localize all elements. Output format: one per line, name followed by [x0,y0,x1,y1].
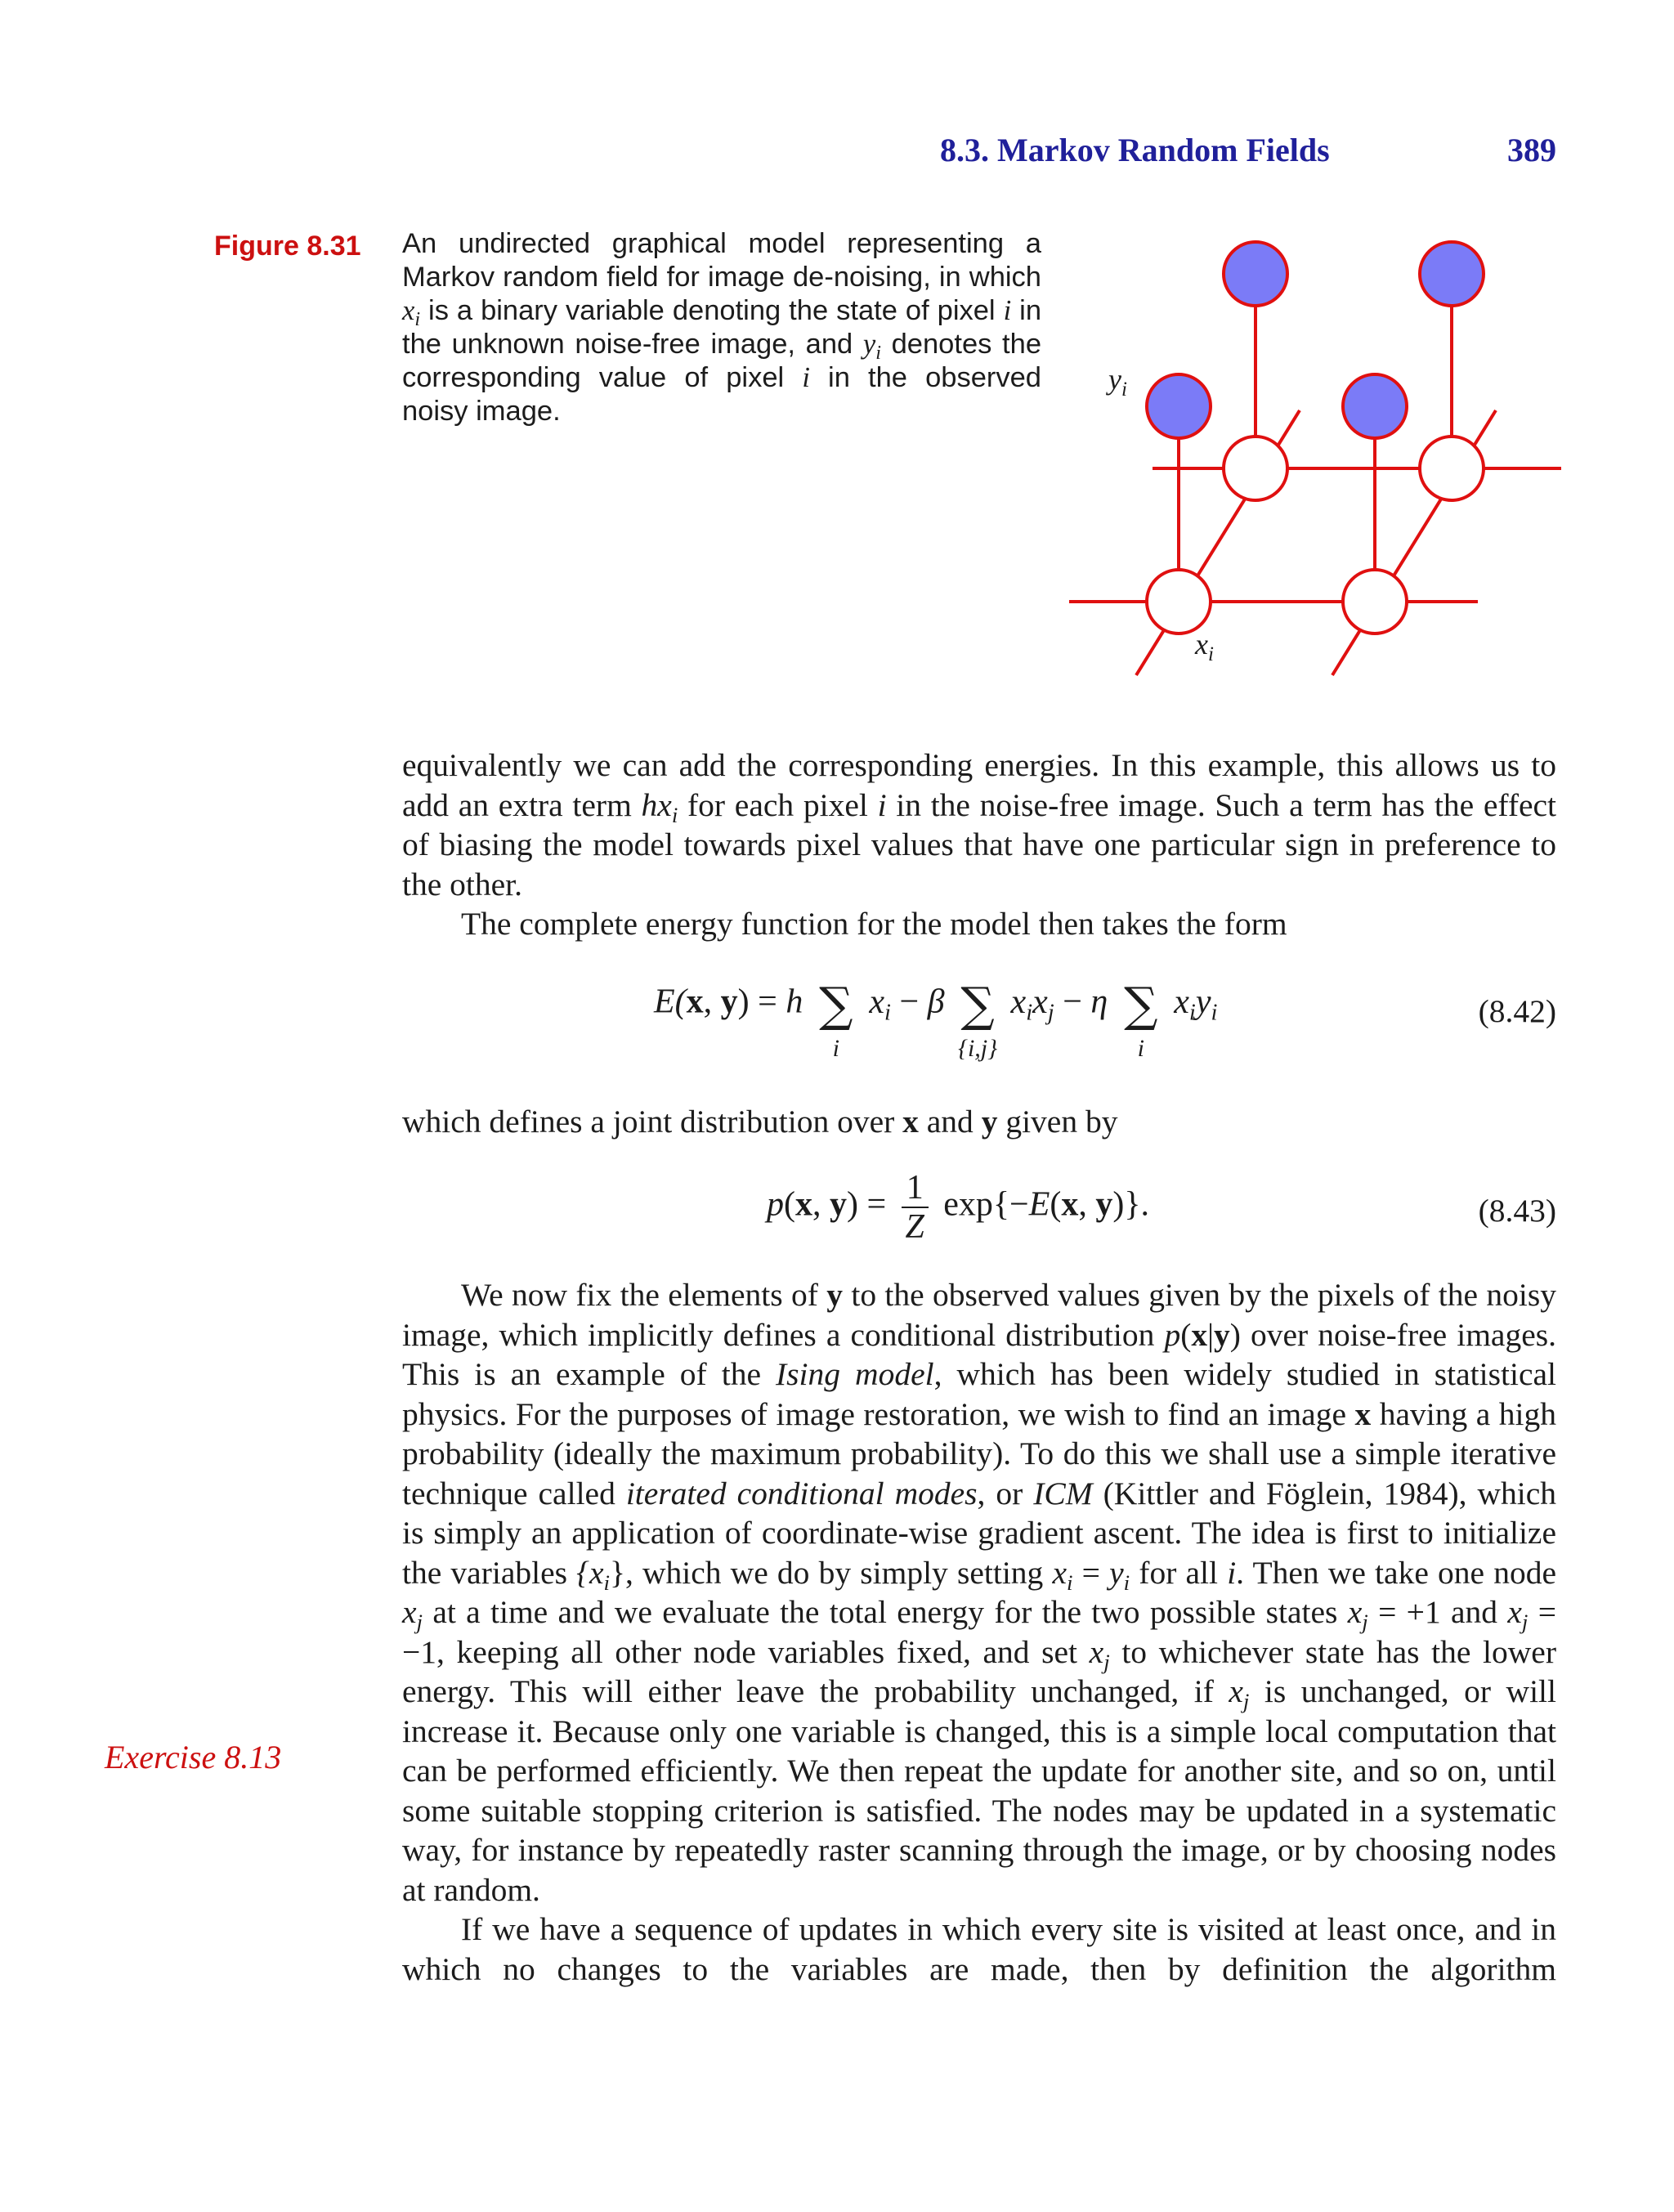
paragraph-joint-distribution: which defines a joint distribution over x and y given by [402,1104,1118,1140]
figure-caption: An undirected graphical model representing a Markov random field for image de-noising, in which $x_i$ is a binary variable denoting the state of pixel i in the unknown noise-free image, and $y_i$ denotes the corresponding value of pixel i in the observed noisy image. [402,228,1042,427]
equation-8-42: E(x, y) = h ∑ i $x_i - \beta$ ∑ {i,j} $x_ix_j - \eta$ ∑ i $x_iy_i$ [654,977,1218,1062]
observed-node-y-i [1147,374,1211,438]
sum-operator: ∑ i [1124,977,1158,1062]
page-number: 389 [1507,132,1556,168]
body-block-2 [402,1102,1556,1142]
latent-node-x-i [1147,570,1211,634]
figure-label: Figure 8.31 [214,231,361,262]
equation-number-8-42: (8.42) [1478,993,1556,1029]
observed-node-y [1343,374,1407,438]
exercise-reference[interactable]: Exercise 8.13 [105,1739,282,1775]
latent-node-x [1420,437,1484,500]
latent-node-x [1224,437,1287,500]
equation-number-8-43: (8.43) [1478,1193,1556,1229]
observed-node-y [1224,242,1287,306]
body-block-1 [402,746,1556,944]
section-title: 8.3. Markov Random Fields [940,132,1330,168]
paragraph-continuation: equivalently we can add the corresponding energies. In this example, this allows us to add an extra term $hx_i$ for each pixel i in the noise-free image. Such a term has the effect of biasing the model towards pixel values that have one particular sign in preference to the other. [402,747,1557,902]
paragraph-convergence: If we have a sequence of updates in which every site is visited at least once, and in which no changes to the variables are made, then by definition the algorithm [402,1911,1556,1987]
paragraph-icm: We now fix the elements of y to the observed values given by the pixels of the noisy image, which implicitly defines a conditional distribution p(x|y) over noise-free images. This is an example of the Ising model, which has been widely studied in statistical physics. For the purposes of image restoration, we wish to find an image x having a high probability (ideally the maximum probability). To do this we shall use a simple iterative technique called iterated conditional modes, or ICM (Kittler and Föglein, 1984), which is simply an application of coordinate-wise gradient ascent. The idea is first to initialize the variables $\{x_i\}$, which we do by simply setting $x_i = y_i$ for all i. Then we take one node $x_j$ at a time and we evaluate the total energy for the two possible states $x_j = +1$ and $x_j = -1$, keeping all other node variables fixed, and set $x_j$ to whichever state has the lower energy. This will either leave the probability unchanged, if $x_j$ is unchanged, or will increase it. Because only one variable is changed, this is a simple local computation that can be performed efficiently. We then repeat the update for another site, and so on, until some suitable stopping criterion is satisfied. The nodes may be updated in a systematic way, for instance by repeatedly raster scanning through the image, or by choosing nodes at random. [402,1277,1557,1908]
sum-operator: ∑ {i,j} [957,977,998,1062]
label-y-i: $y_i$ [1108,363,1127,401]
paragraph-energy-intro: The complete energy function for the model then takes the form [461,906,1287,942]
body-block-3 [402,1275,1556,1989]
observed-node-y [1420,242,1484,306]
label-x-i: $x_i$ [1195,628,1214,665]
fraction-one-over-z: $\frac{1}{Z}$ [902,1169,929,1246]
mrf-diagram [1054,229,1578,703]
latent-node-x [1343,570,1407,634]
sum-operator: ∑ i [819,977,853,1062]
equation-8-43: p(x, y) = $\frac{1}{Z}$ exp{−E(x, y)}. [767,1169,1149,1246]
